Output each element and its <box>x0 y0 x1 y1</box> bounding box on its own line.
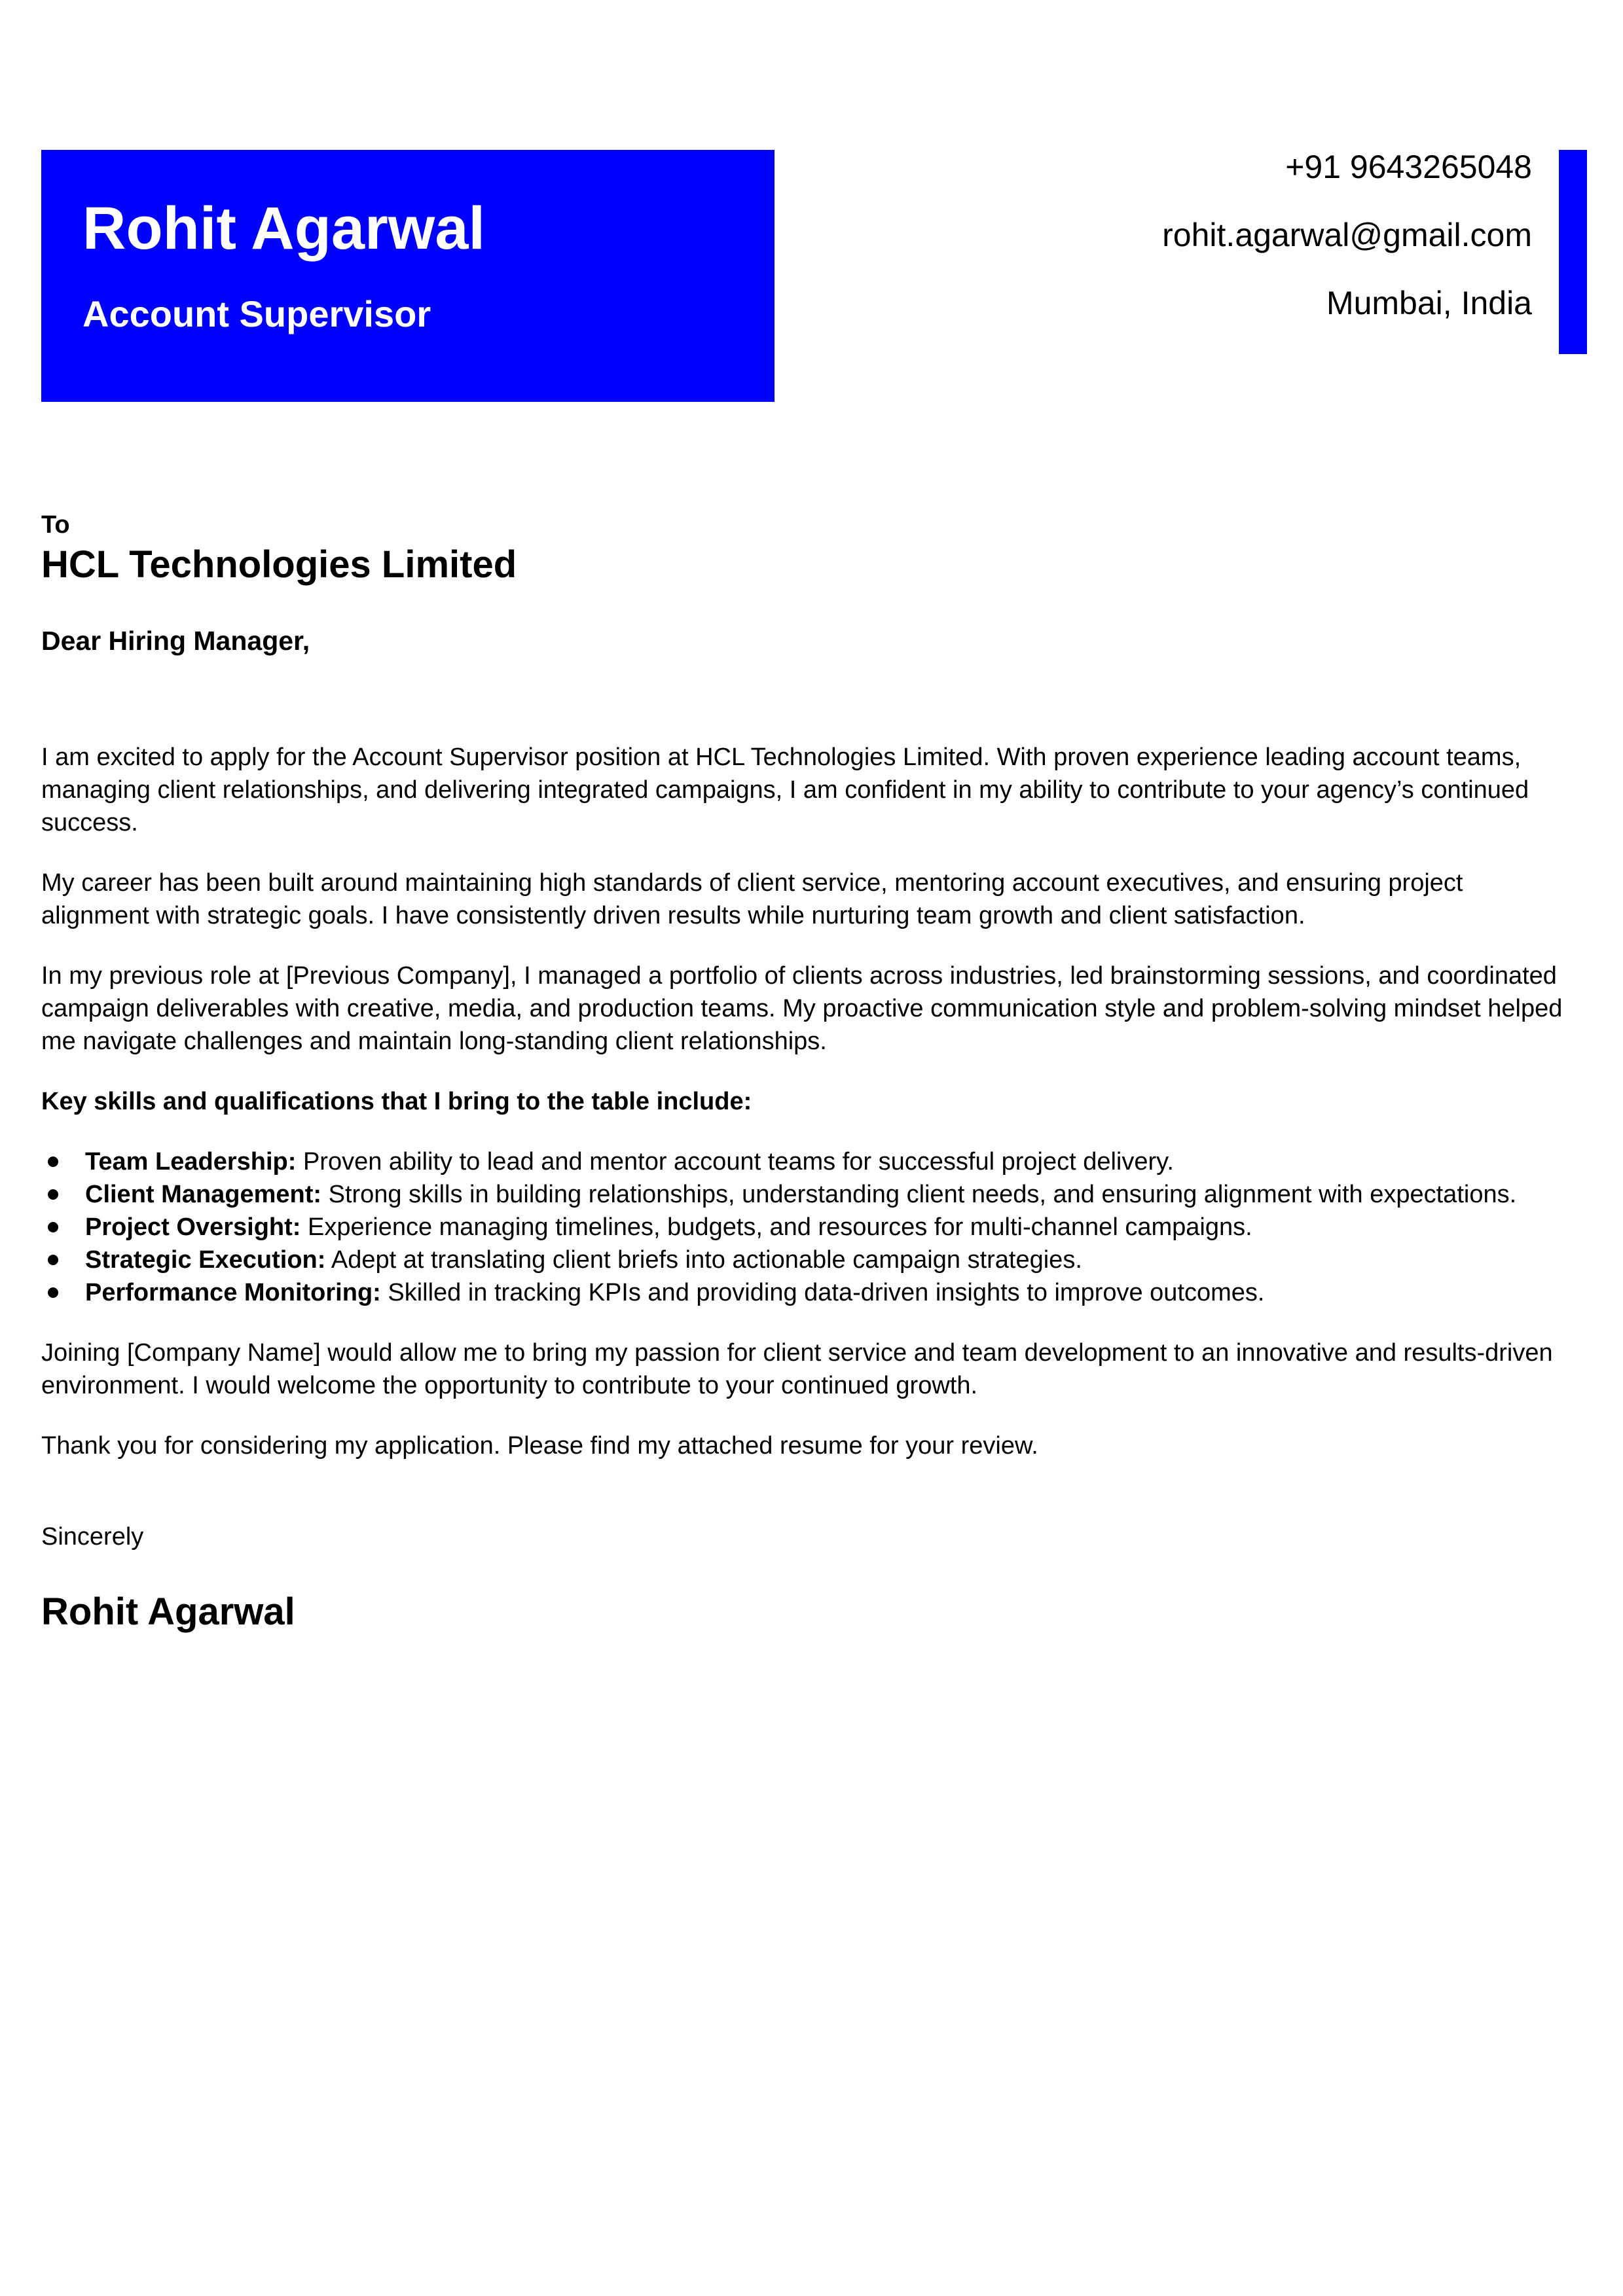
skill-text: Strong skills in building relationships, understanding client needs, and ensuring alignment with expectations. <box>321 1181 1517 1209</box>
header-banner <box>41 150 775 402</box>
salutation: Dear Hiring Manager, <box>41 626 310 656</box>
skill-item <box>41 1178 1573 1211</box>
skill-item <box>41 1276 1573 1309</box>
recipient-to-label: To <box>41 511 70 539</box>
skill-text: Skilled in tracking KPIs and providing data-driven insights to improve outcomes. <box>380 1279 1265 1307</box>
skill-title: Team Leadership: <box>85 1148 297 1176</box>
applicant-role: Account Supervisor <box>82 293 431 334</box>
skills-list <box>41 1145 1573 1309</box>
contact-location: Mumbai, India <box>1326 285 1532 321</box>
contact-email: rohit.agarwal@gmail.com <box>1162 217 1532 253</box>
accent-bar <box>1559 150 1587 354</box>
bullet-icon <box>48 1189 58 1200</box>
paragraph-thanks: Thank you for considering my application. Please find my attached resume for your review. <box>41 1432 1038 1460</box>
letter-content <box>41 741 1573 1462</box>
skill-title: Project Oversight: <box>85 1213 301 1242</box>
paragraph-previous-role: In my previous role at [Previous Company], I managed a portfolio of clients across industries, led brainstorming sessions, and coordinated campaign deliverables with creative, media, and production teams. My proactive communication style and problem-solving mindset helped me navigate challenges and maintain long-standing client relationships. <box>41 962 1563 1056</box>
skill-title: Performance Monitoring: <box>85 1279 381 1307</box>
skill-text: Proven ability to lead and mentor account teams for successful project delivery. <box>296 1148 1174 1176</box>
paragraph-career: My career has been built around maintaining high standards of client service, mentoring account executives, and ensuring project alignment with strategic goals. I have consistently driven results while nurturing team growth and client satisfaction. <box>41 869 1463 930</box>
signature-name: Rohit Agarwal <box>41 1590 295 1633</box>
bullet-icon <box>48 1222 58 1232</box>
applicant-name: Rohit Agarwal <box>82 195 486 262</box>
letter-body <box>41 511 1573 1635</box>
bullet-icon <box>48 1287 58 1298</box>
skill-item <box>41 1244 1573 1276</box>
contact-phone: +91 9643265048 <box>1285 149 1532 185</box>
recipient-company: HCL Technologies Limited <box>41 543 517 586</box>
skill-item <box>41 1145 1573 1178</box>
skill-title: Strategic Execution: <box>85 1246 326 1274</box>
bullet-icon <box>48 1255 58 1265</box>
contact-block <box>877 147 1532 351</box>
skill-text: Experience managing timelines, budgets, and resources for multi-channel campaigns. <box>301 1213 1252 1242</box>
paragraph-intro: I am excited to apply for the Account Supervisor position at HCL Technologies Limited. With proven experience leading account teams, managing client relationships, and delivering integrated campaigns, I am confident in my ability to contribute to your agency’s continued success. <box>41 744 1529 837</box>
skill-text: Adept at translating client briefs into actionable campaign strategies. <box>325 1246 1082 1274</box>
skills-heading: Key skills and qualifications that I bring to the table include: <box>41 1088 752 1116</box>
sign-off: Sincerely <box>41 1523 144 1551</box>
skill-title: Client Management: <box>85 1181 322 1209</box>
paragraph-joining: Joining [Company Name] would allow me to bring my passion for client service and team development to an innovative and results-driven environment. I would welcome the opportunity to contribute to your continued growth. <box>41 1339 1553 1400</box>
skill-item <box>41 1211 1573 1244</box>
bullet-icon <box>48 1157 58 1167</box>
